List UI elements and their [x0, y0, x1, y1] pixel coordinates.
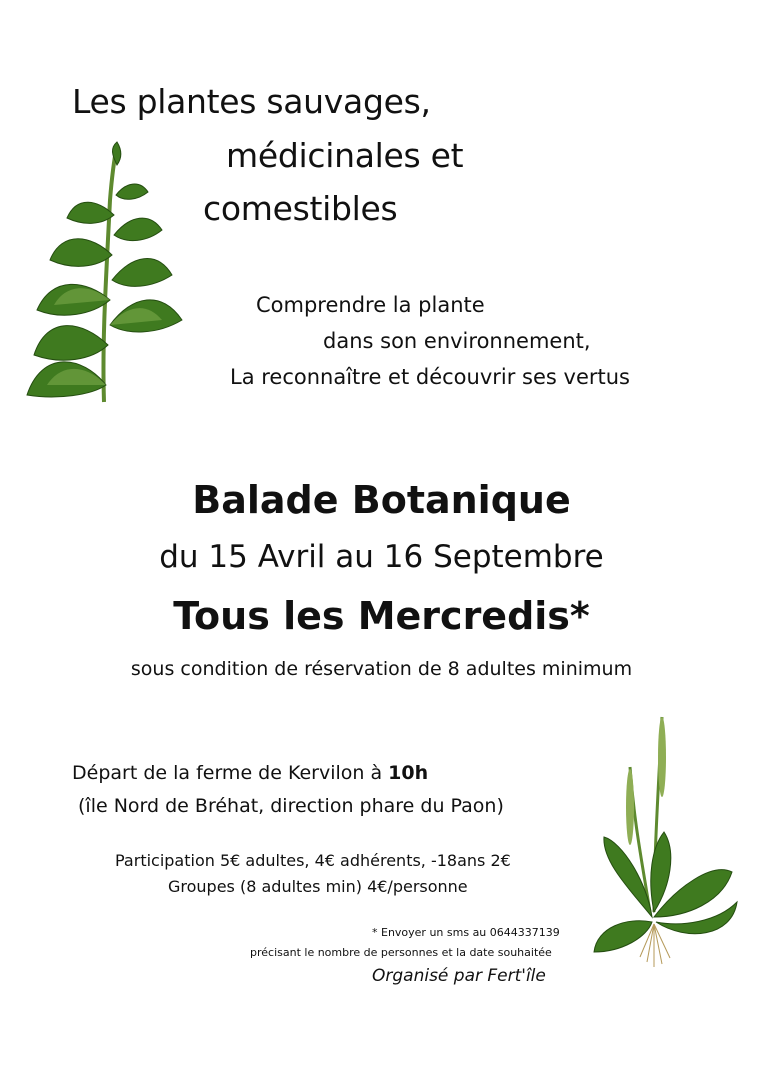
subtitle-line-2: dans son environnement, — [323, 329, 591, 353]
event-name: Balade Botanique — [192, 478, 571, 522]
prices-line-1: Participation 5€ adultes, 4€ adhérents, -18ans 2€ — [115, 851, 511, 870]
title-line-1: Les plantes sauvages, — [72, 82, 431, 121]
plantain-plant-illustration — [592, 712, 742, 972]
footnote-line-1: * Envoyer un sms au 0644337139 — [372, 926, 560, 939]
title-line-2: médicinales et — [226, 136, 464, 175]
prices-line-2: Groupes (8 adultes min) 4€/personne — [168, 877, 468, 896]
nettle-plant-illustration — [22, 140, 192, 405]
subtitle-line-1: Comprendre la plante — [256, 293, 485, 317]
title-line-3: comestibles — [203, 189, 398, 228]
event-dates: du 15 Avril au 16 Septembre — [159, 539, 604, 575]
footnote-line-2: précisant le nombre de personnes et la date souhaitée — [250, 946, 552, 959]
event-condition: sous condition de réservation de 8 adultes minimum — [130, 658, 633, 680]
subtitle-line-3: La reconnaître et découvrir ses vertus — [230, 365, 630, 389]
departure-line — [72, 762, 428, 784]
organizer-credit: Organisé par Fert'île — [372, 966, 546, 986]
departure-text: Départ de la ferme de Kervilon à — [72, 762, 389, 784]
event-days: Tous les Mercredis* — [173, 594, 590, 638]
departure-time: 10h — [388, 762, 429, 784]
departure-location: (île Nord de Bréhat, direction phare du Paon) — [78, 795, 504, 817]
